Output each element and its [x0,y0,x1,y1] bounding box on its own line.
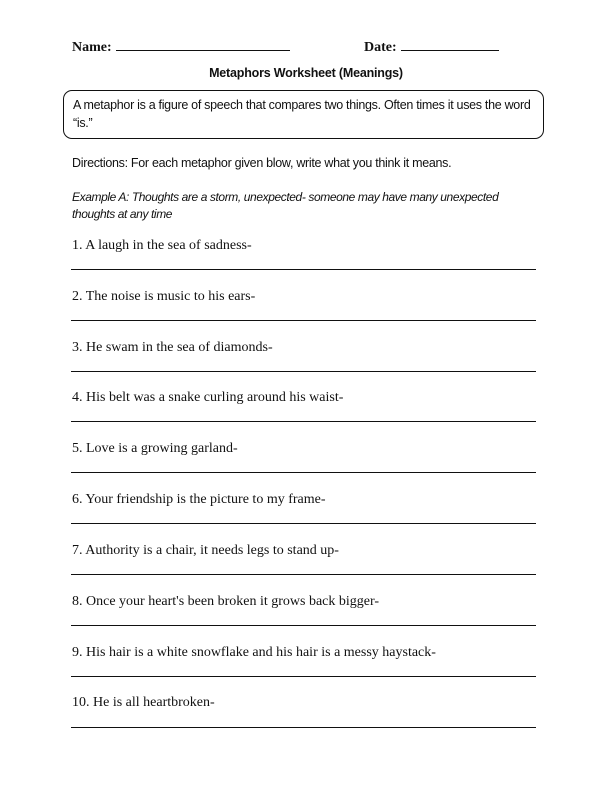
question-1: 1. A laugh in the sea of sadness- [72,238,252,253]
directions: Directions: For each metaphor given blow, write what you think it means. [72,156,452,170]
definition-box: A metaphor is a figure of speech that compares two things. Often times it uses the word “is.” [63,90,544,139]
question-2: 2. The noise is music to his ears- [72,289,256,304]
header [72,36,542,56]
answer-line-2[interactable] [71,320,536,321]
answer-line-10[interactable] [71,727,536,728]
question-8: 8. Once your heart's been broken it grows back bigger- [72,594,380,609]
name-field [72,36,290,56]
question-3: 3. He swam in the sea of diamonds- [72,340,273,355]
date-label: Date: [364,40,397,55]
worksheet-title: Metaphors Worksheet (Meanings) [209,66,403,80]
answer-line-8[interactable] [71,625,536,626]
answer-line-7[interactable] [71,574,536,575]
date-blank[interactable] [401,36,499,51]
name-label: Name: [72,40,112,55]
question-5: 5. Love is a growing garland- [72,441,238,456]
date-field [364,36,499,56]
question-4: 4. His belt was a snake curling around his waist- [72,390,344,405]
question-6: 6. Your friendship is the picture to my frame- [72,492,326,507]
question-9: 9. His hair is a white snowflake and his hair is a messy haystack- [72,645,436,660]
answer-line-6[interactable] [71,523,536,524]
example: Example A: Thoughts are a storm, unexpected- someone may have many unexpected thoughts at any time [72,190,499,221]
answer-line-4[interactable] [71,421,536,422]
answer-line-3[interactable] [71,371,536,372]
question-7: 7. Authority is a chair, it needs legs to stand up- [72,543,339,558]
answer-line-9[interactable] [71,676,536,677]
answer-line-5[interactable] [71,472,536,473]
name-blank[interactable] [116,36,290,51]
question-10: 10. He is all heartbroken- [72,695,215,710]
answer-line-1[interactable] [71,269,536,270]
